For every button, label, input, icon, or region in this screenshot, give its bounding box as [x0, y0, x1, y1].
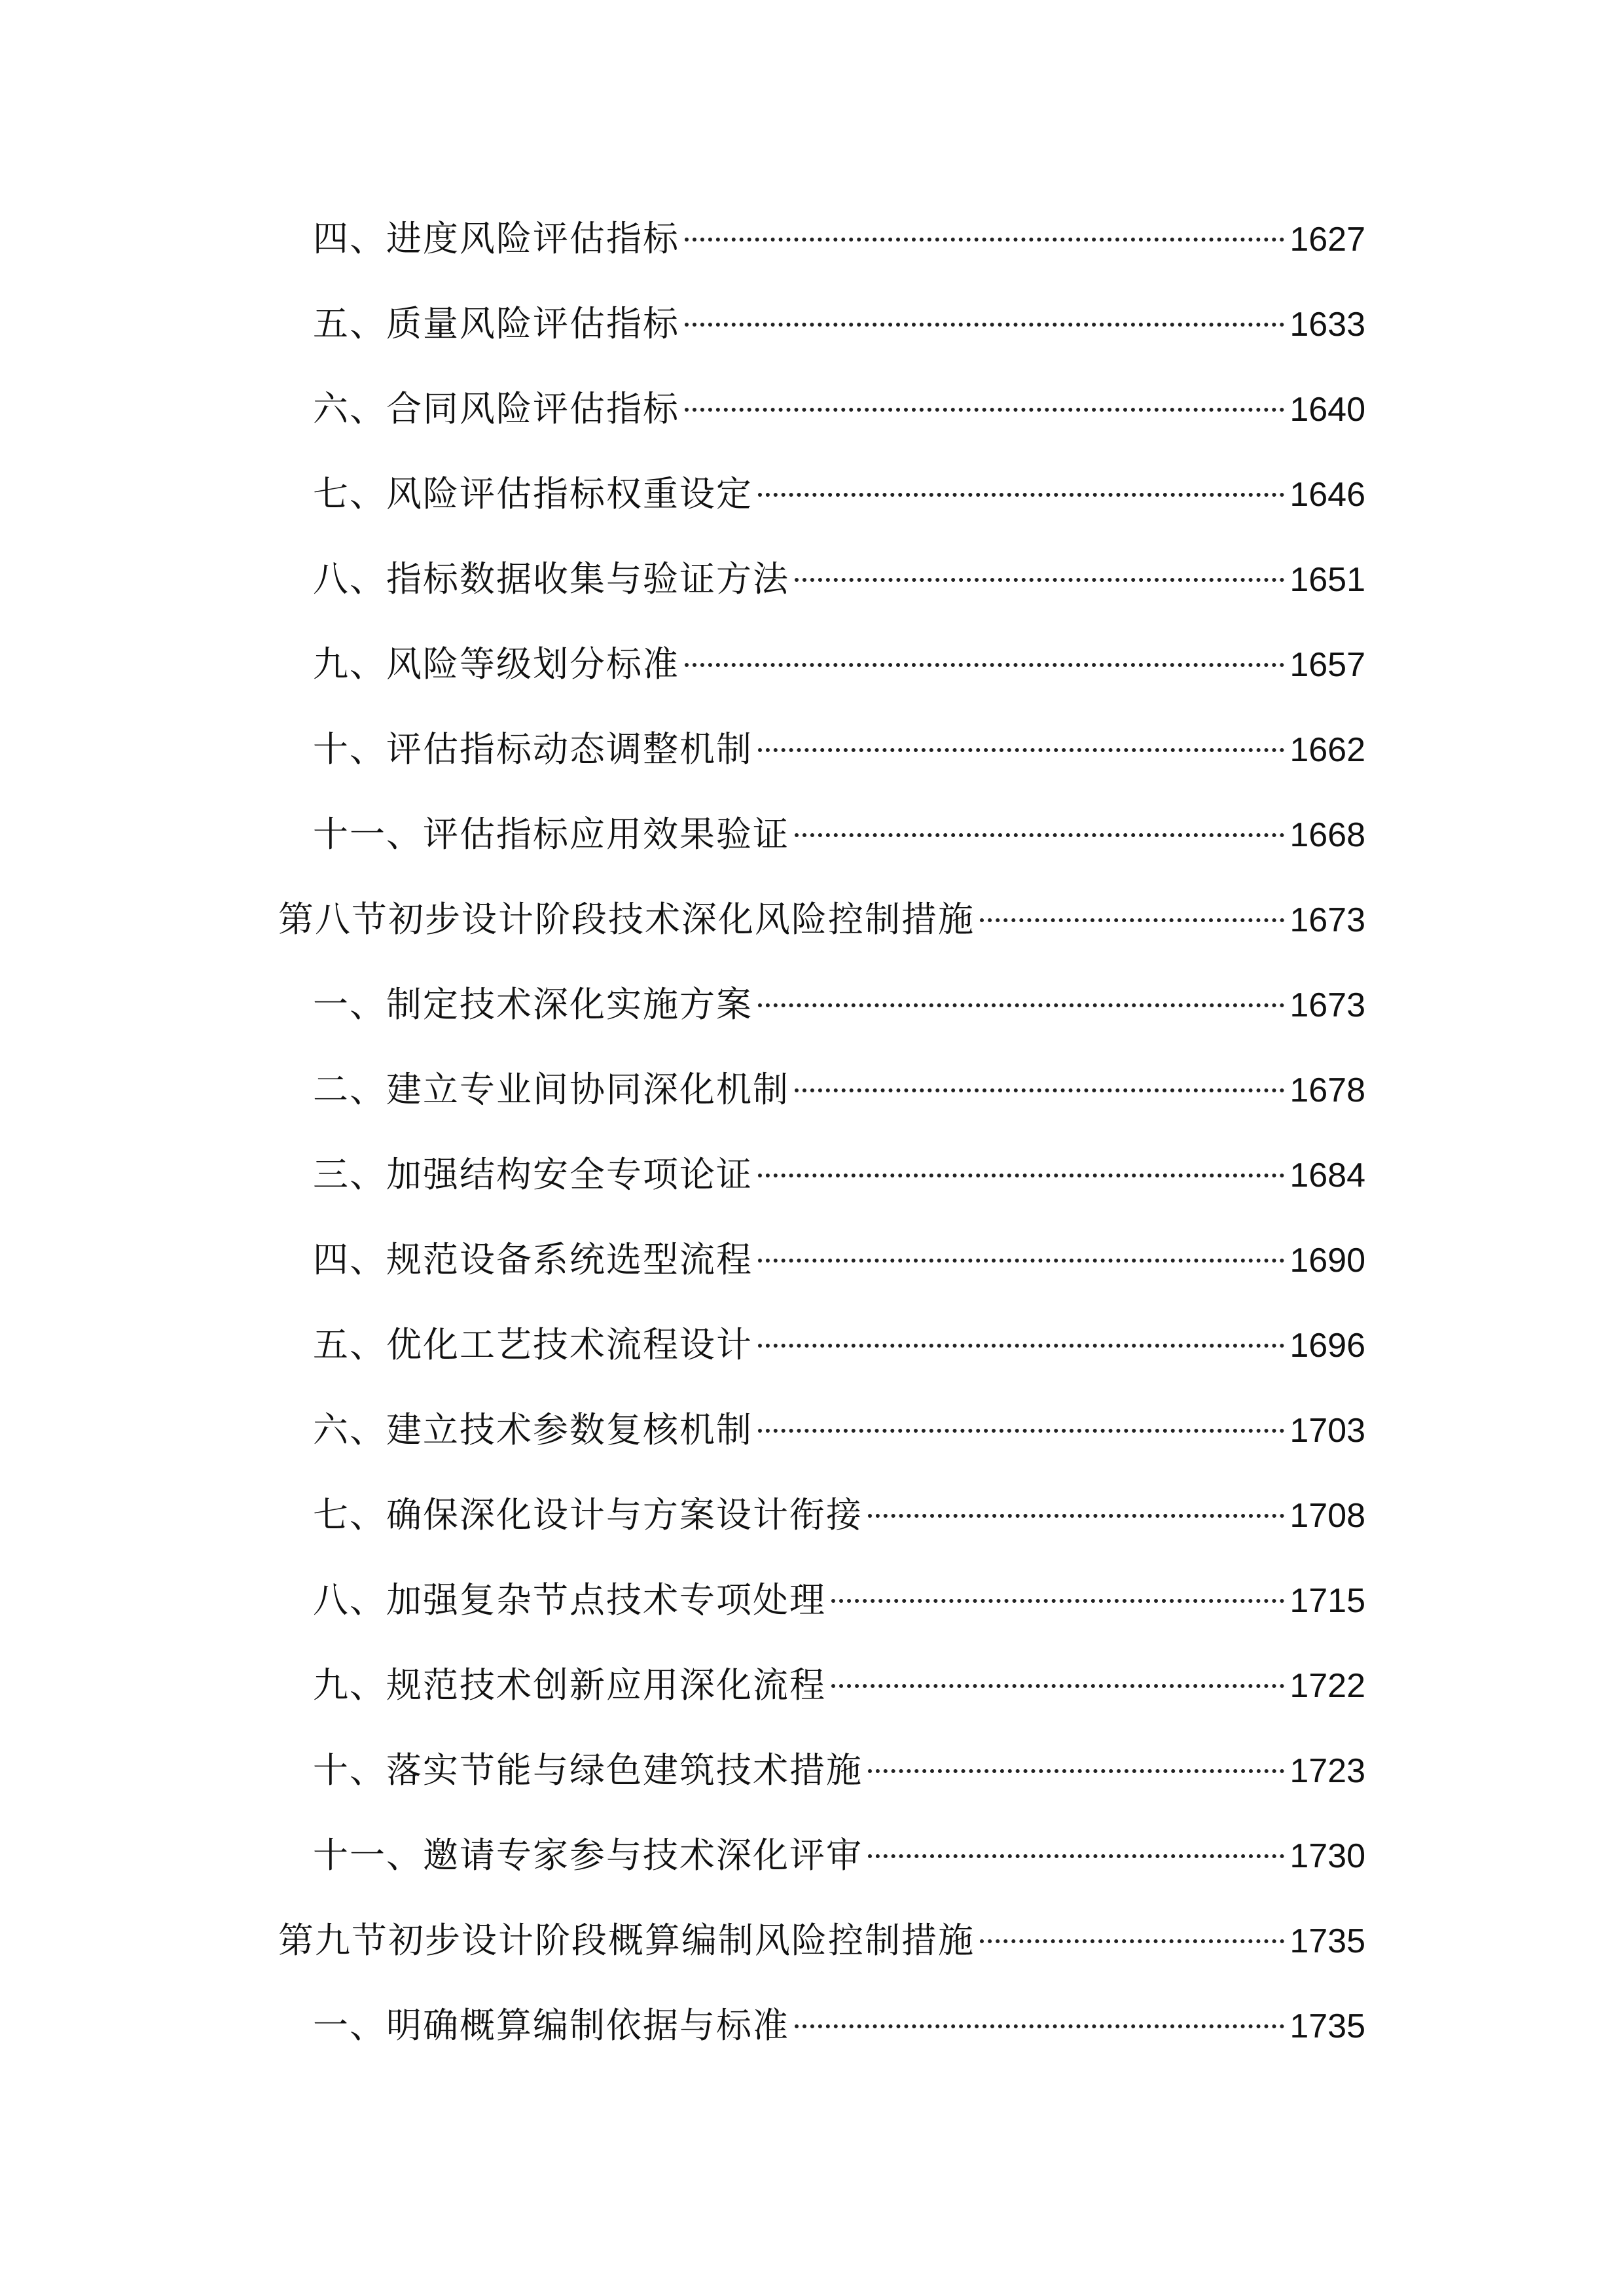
toc-entry[interactable]: [313, 805, 1365, 864]
toc-entry[interactable]: [313, 380, 1365, 439]
toc-dot-leader: [795, 833, 1284, 837]
toc-entry-page: 1651: [1290, 561, 1365, 599]
toc-dot-leader: [758, 1344, 1284, 1348]
toc-entry-page: 1690: [1290, 1242, 1365, 1280]
toc-entry[interactable]: [313, 1826, 1365, 1885]
toc-entry[interactable]: [313, 1741, 1365, 1800]
toc-entry-title: 二、建立专业间协同深化机制: [313, 1069, 789, 1110]
toc-entry-title: 八、加强复杂节点技术专项处理: [313, 1579, 826, 1621]
toc-dot-leader: [758, 493, 1284, 497]
toc-dot-leader: [685, 323, 1284, 327]
toc-entry-page: 1703: [1290, 1412, 1365, 1450]
toc-entry[interactable]: [313, 1996, 1365, 2055]
toc-entry-page: 1708: [1290, 1497, 1365, 1535]
toc-dot-leader: [758, 1259, 1284, 1263]
toc-dot-leader: [758, 1174, 1284, 1177]
toc-dot-leader: [795, 578, 1284, 582]
toc-entry[interactable]: [313, 1486, 1365, 1545]
toc-dot-leader: [758, 748, 1284, 752]
toc-entry-page: 1730: [1290, 1837, 1365, 1875]
toc-entry-page: 1735: [1290, 1922, 1365, 1960]
toc-dot-leader: [758, 1003, 1284, 1007]
toc-section-entry[interactable]: [278, 890, 1365, 949]
toc-entry-title: 七、确保深化设计与方案设计衔接: [313, 1494, 863, 1535]
toc-dot-leader: [685, 238, 1284, 242]
toc-dot-leader: [758, 1429, 1284, 1433]
toc-entry-title: 十、落实节能与绿色建筑技术措施: [313, 1749, 863, 1791]
toc-entry-page: 1722: [1290, 1667, 1365, 1705]
toc-entry[interactable]: [313, 465, 1365, 524]
toc-dot-leader: [831, 1684, 1284, 1688]
toc-entry[interactable]: [313, 975, 1365, 1034]
toc-dot-leader: [868, 1854, 1284, 1858]
toc-entry-page: 1657: [1290, 646, 1365, 684]
toc-entry-title: 六、合同风险评估指标: [313, 388, 679, 429]
toc-entry[interactable]: [313, 1656, 1365, 1715]
toc-entry-page: 1673: [1290, 986, 1365, 1024]
toc-entry-title: 九、风险等级划分标准: [313, 643, 679, 685]
toc-entry-title: 四、规范设备系统选型流程: [313, 1239, 753, 1280]
toc-entry-page: 1662: [1290, 731, 1365, 769]
toc-entry-title: 四、进度风险评估指标: [313, 218, 679, 259]
toc-dot-leader: [980, 918, 1284, 922]
toc-entry-title: 一、制定技术深化实施方案: [313, 984, 753, 1025]
toc-entry-page: 1673: [1290, 901, 1365, 939]
toc-dot-leader: [685, 408, 1284, 412]
toc-dot-leader: [831, 1599, 1284, 1603]
toc-entry-page: 1678: [1290, 1071, 1365, 1109]
toc-entry-page: 1646: [1290, 476, 1365, 514]
toc-entry-page: 1668: [1290, 816, 1365, 854]
toc-entry[interactable]: [313, 1571, 1365, 1630]
toc-entry-page: 1715: [1290, 1582, 1365, 1620]
toc-entry[interactable]: [313, 635, 1365, 694]
toc-entry-page: 1640: [1290, 391, 1365, 429]
toc-entry[interactable]: [313, 1145, 1365, 1204]
toc-entry-title: 一、明确概算编制依据与标准: [313, 2005, 789, 2046]
toc-entry-page: 1633: [1290, 306, 1365, 344]
toc-dot-leader: [980, 1939, 1284, 1943]
toc-entry-title: 五、质量风险评估指标: [313, 303, 679, 344]
toc-dot-leader: [868, 1514, 1284, 1518]
toc-entry[interactable]: [313, 1316, 1365, 1374]
toc-entry-title: 三、加强结构安全专项论证: [313, 1154, 753, 1195]
toc-entry-page: 1723: [1290, 1752, 1365, 1790]
toc-entry[interactable]: [313, 209, 1365, 268]
toc-entry[interactable]: [313, 295, 1365, 353]
toc-entry[interactable]: [313, 720, 1365, 779]
toc-section-entry[interactable]: [278, 1911, 1365, 1970]
toc-entry-title: 六、建立技术参数复核机制: [313, 1409, 753, 1450]
toc-dot-leader: [795, 2024, 1284, 2028]
toc-entry-title: 八、指标数据收集与验证方法: [313, 558, 789, 600]
toc-section-title: 第九节初步设计阶段概算编制风险控制措施: [278, 1920, 975, 1961]
toc-entry-title: 九、规范技术创新应用深化流程: [313, 1664, 826, 1706]
toc-entry-page: 1735: [1290, 2007, 1365, 2045]
toc-entry-title: 十、评估指标动态调整机制: [313, 728, 753, 770]
toc-dot-leader: [795, 1088, 1284, 1092]
toc-section-title: 第八节初步设计阶段技术深化风险控制措施: [278, 899, 975, 940]
toc-entry-page: 1627: [1290, 221, 1365, 259]
toc-entry-title: 五、优化工艺技术流程设计: [313, 1324, 753, 1365]
toc-entry-page: 1684: [1290, 1157, 1365, 1194]
toc-entry-title: 七、风险评估指标权重设定: [313, 473, 753, 514]
toc-dot-leader: [868, 1769, 1284, 1773]
toc-entry[interactable]: [313, 550, 1365, 609]
toc-entry[interactable]: [313, 1060, 1365, 1119]
toc-entry-title: 十一、评估指标应用效果验证: [313, 814, 789, 855]
toc-entry-title: 十一、邀请专家参与技术深化评审: [313, 1835, 863, 1876]
toc-entry[interactable]: [313, 1401, 1365, 1460]
toc-entry-page: 1696: [1290, 1327, 1365, 1365]
toc-dot-leader: [685, 663, 1284, 667]
toc-entry[interactable]: [313, 1230, 1365, 1289]
